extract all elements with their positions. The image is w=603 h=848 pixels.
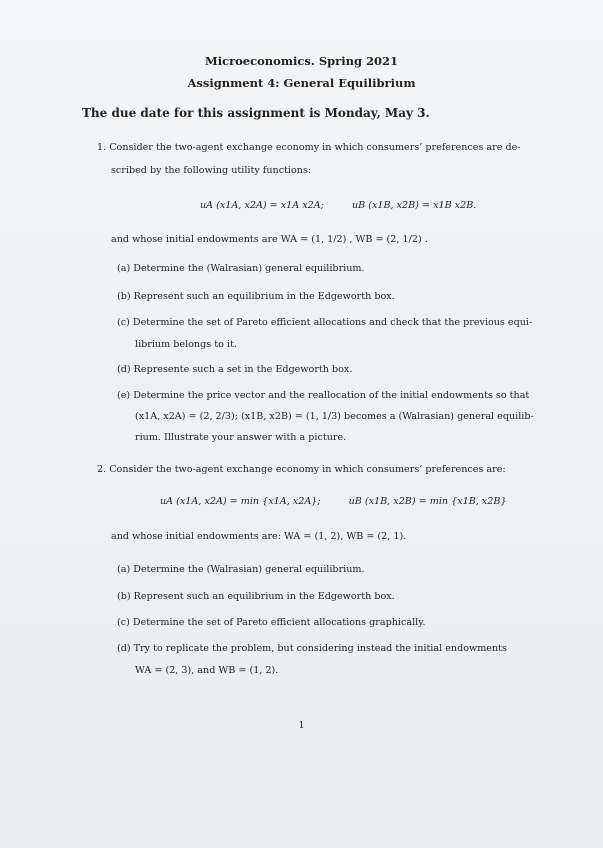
- problem1-utility-functions: [200, 200, 476, 211]
- assignment-title: Assignment 4: General Equilibrium: [187, 76, 416, 90]
- problem2-endowments: and whose initial endowments are: WA = (1, 2), WB = (2, 1).: [111, 531, 407, 542]
- problem2-item-d-line1: (d) Try to replicate the problem, but considering instead the initial endowments: [117, 643, 507, 654]
- problem1-item-d: (d) Represente such a set in the Edgeworth box.: [117, 364, 353, 375]
- problem1-item-b: (b) Represent such an equilibrium in the Edgeworth box.: [117, 291, 395, 302]
- problem2-utility-functions: [160, 496, 507, 507]
- problem2-item-b: (b) Represent such an equilibrium in the Edgeworth box.: [117, 591, 395, 602]
- problem1-item-c-line1: (c) Determine the set of Pareto efficient allocations and check that the previous equi-: [117, 317, 533, 328]
- problem2-intro: 2. Consider the two-agent exchange economy in which consumers’ preferences are:: [97, 464, 506, 475]
- problem1-item-a: (a) Determine the (Walrasian) general equilibrium.: [117, 263, 365, 274]
- problem1-intro-line1: 1. Consider the two-agent exchange economy in which consumers’ preferences are de-: [97, 142, 521, 153]
- problem2-utility-a: uA (x1A, x2A) = min {x1A, x2A};: [160, 496, 321, 507]
- problem1-endowments: and whose initial endowments are WA = (1, 1/2) , WB = (2, 1/2) .: [111, 234, 428, 245]
- course-title: Microeconomics. Spring 2021: [204, 54, 399, 68]
- problem2-item-a: (a) Determine the (Walrasian) general equilibrium.: [117, 564, 365, 575]
- problem1-item-e-line2: (x1A, x2A) = (2, 2/3); (x1B, x2B) = (1, 1/3) becomes a (Walrasian) general equilib-: [135, 411, 534, 422]
- problem1-utility-a: uA (x1A, x2A) = x1A x2A;: [200, 200, 324, 211]
- problem2-utility-b: uB (x1B, x2B) = min {x1B, x2B}: [348, 496, 507, 507]
- problem2-item-d-line2: WA = (2, 3), and WB = (1, 2).: [135, 665, 279, 676]
- page-number: 1: [298, 720, 305, 731]
- problem1-item-c-line2: librium belongs to it.: [135, 339, 237, 350]
- problem1-utility-b: uB (x1B, x2B) = x1B x2B.: [351, 200, 477, 211]
- problem1-item-e-line3: rium. Illustrate your answer with a picture.: [135, 432, 347, 443]
- due-date-notice: The due date for this assignment is Monday, May 3.: [82, 106, 430, 120]
- problem1-item-e-line1: (e) Determine the price vector and the reallocation of the initial endowments so that: [117, 390, 530, 401]
- problem1-intro-line2: scribed by the following utility functions:: [111, 165, 312, 176]
- problem2-item-c: (c) Determine the set of Pareto efficient allocations graphically.: [117, 617, 426, 628]
